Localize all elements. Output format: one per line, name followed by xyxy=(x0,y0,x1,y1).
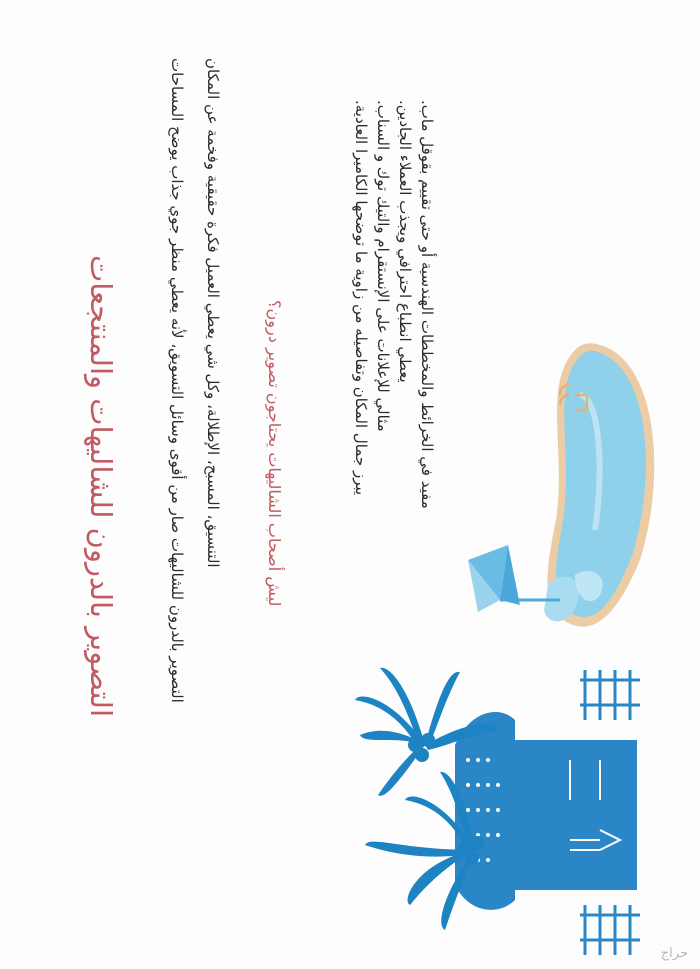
question-heading: ليش أصحاب الشاليهات يحتاجون تصوير درون؟ xyxy=(265,300,284,607)
building-illustration xyxy=(455,712,637,910)
watermark-logo: حراج xyxy=(660,946,688,961)
benefit-line-2: مثالي للإعلانات على الإنستقرام والتيك توك و السناب. xyxy=(374,100,392,432)
page-title: التصوير بالدرون للشاليهات والمنتجعات xyxy=(84,255,118,718)
benefit-line-1: يبرز جمال المكان وتفاصيله من زاوية ما توضحها الكاميرا العادية. xyxy=(352,100,370,496)
benefit-line-4: مفيد في الخرائط والمخططات الهندسية أو حتى تقييم بقوقل ماب. xyxy=(418,100,436,509)
benefit-line-3: يعطي انطباع احترافي ويجذب العملاء الجادين. xyxy=(396,100,414,383)
intro-line-1: التصوير بالدرون للشاليهات صار من أقوى وسائل التسويق، لأنه يعطي منظر جوي جذاب يوضح المساحات xyxy=(168,58,186,703)
intro-line-2: التنسيق، المسبح، الإطلالة، وكل شي يعطي العميل فكرة حقيقية وفخمة عن المكان xyxy=(204,58,222,568)
pool-illustration xyxy=(544,343,654,626)
